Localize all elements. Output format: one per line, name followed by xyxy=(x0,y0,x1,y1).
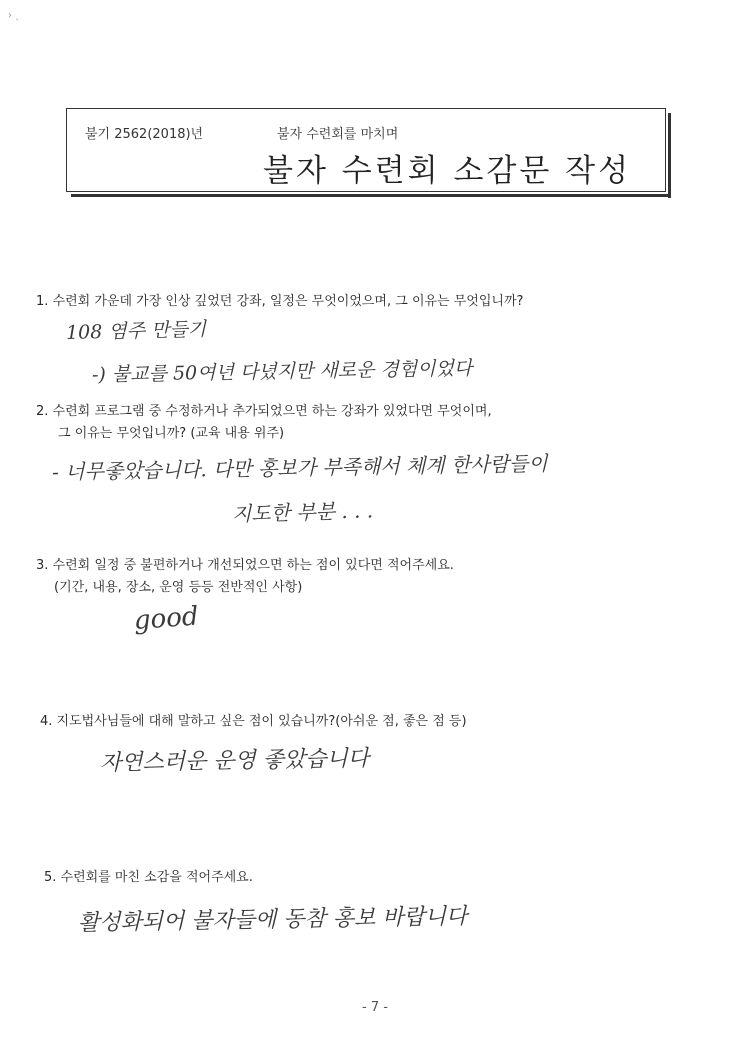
answer-5-line-1: 활성화되어 불자들에 동참 홍보 바랍니다 xyxy=(77,904,468,936)
question-4: 4. 지도법사님들에 대해 말하고 싶은 점이 있습니까?(아쉬운 점, 좋은 점 등) xyxy=(40,714,467,729)
answer-2-line-1: - 너무좋았습니다. 다만 홍보가 부족해서 체계 한사람들이 xyxy=(51,451,548,484)
question-5: 5. 수련회를 마친 소감을 적어주세요. xyxy=(44,870,253,885)
question-2-line-2: 그 이유는 무엇입니까? (교육 내용 위주) xyxy=(58,426,285,441)
page-title: 불자 수련회 소감문 작성 xyxy=(263,153,632,189)
answer-3-line-1: good xyxy=(132,601,200,636)
page-number: - 7 - xyxy=(362,1000,388,1015)
answer-1-line-1: 108 염주 만들기 xyxy=(65,318,207,344)
header-subtitle: 불자 수련회를 마치며 xyxy=(277,127,399,142)
header-box xyxy=(66,108,666,192)
question-3-line-1: 3. 수련회 일정 중 불편하거나 개선되었으면 하는 점이 있다면 적어주세요. xyxy=(36,558,454,573)
answer-1-line-2: -) 불교를 50여년 다녔지만 새로운 경험이었다 xyxy=(91,357,473,386)
header-year: 불기 2562(2018)년 xyxy=(85,127,204,142)
answer-4-line-1: 자연스러운 운영 좋았습니다 xyxy=(99,746,370,776)
header-box-shadow xyxy=(668,113,671,198)
question-3-line-2: (기간, 내용, 장소, 운영 등등 전반적인 사항) xyxy=(54,580,303,595)
question-1: 1. 수련회 가운데 가장 인상 깊었던 강좌, 일정은 무엇이었으며, 그 이유는 무엇입니까? xyxy=(36,294,524,309)
scan-mark: › ˎ xyxy=(8,10,21,21)
answer-2-line-2: 지도한 부분 . . . xyxy=(231,498,374,526)
question-2-line-1: 2. 수련회 프로그램 중 수정하거나 추가되었으면 하는 강좌가 있었다면 무엇이며, xyxy=(36,404,492,419)
